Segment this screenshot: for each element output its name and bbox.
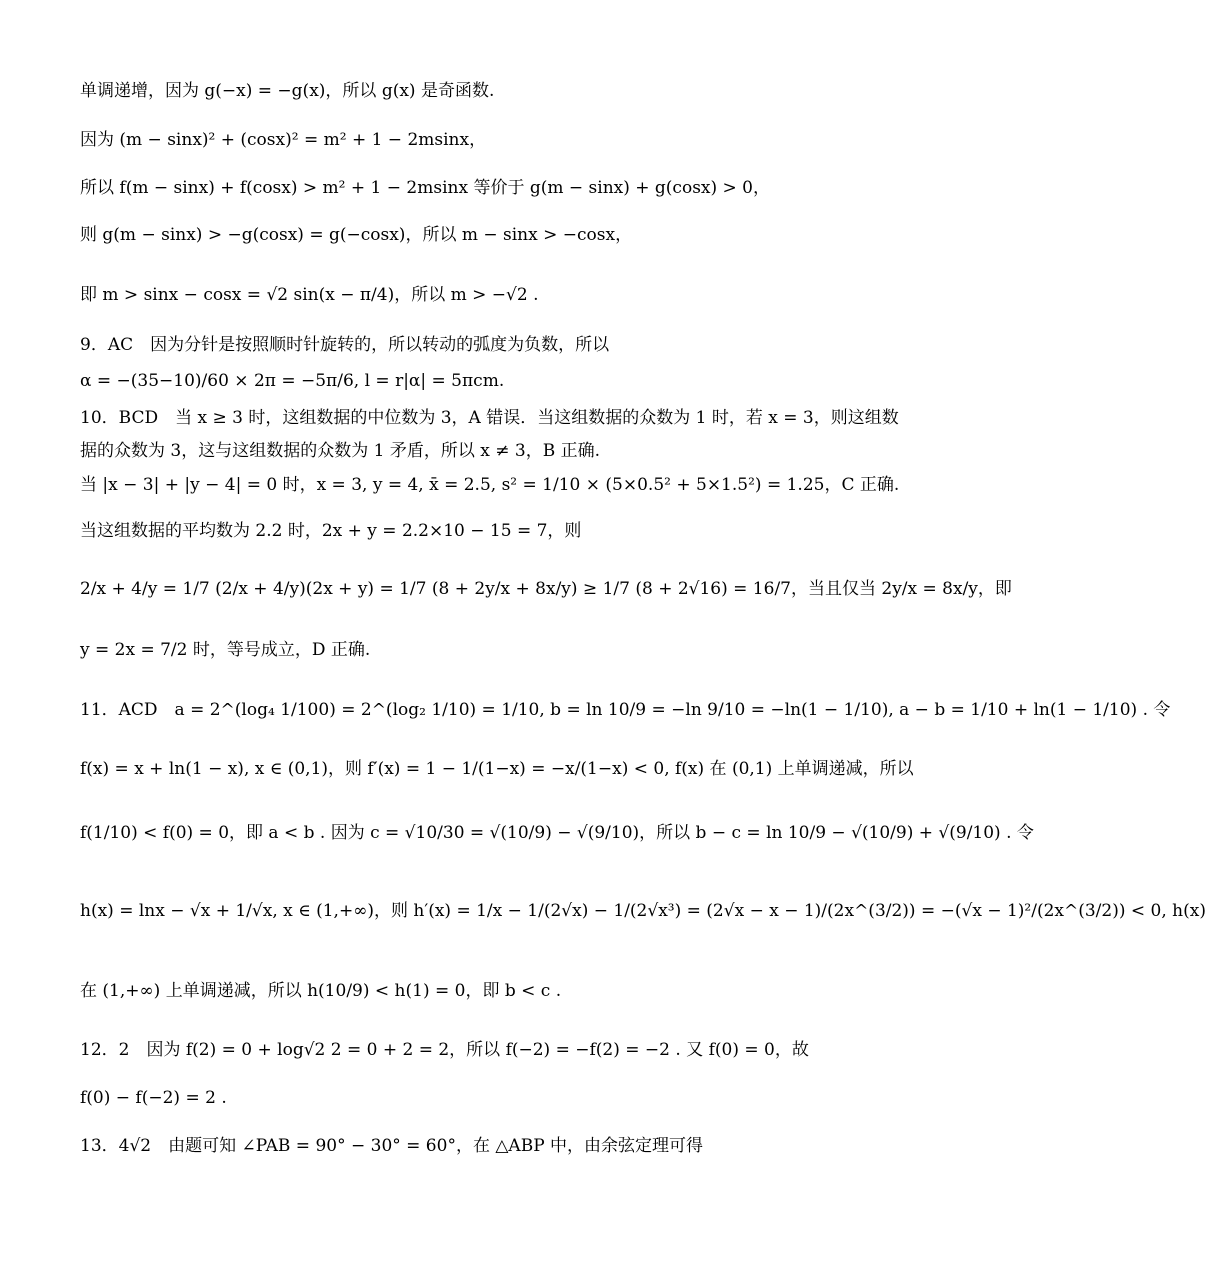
text-line: f(x) = x + ln(1 − x), x ∈ (0,1)，则 f′(x) = 1 − 1/(1−x) = −x/(1−x) < 0, f(x) 在 (0,1) 上单调递减，所以 (80, 759, 914, 779)
text-line: 则 g(m − sinx) > −g(cosx) = g(−cosx)，所以 m − sinx > −cosx， (80, 225, 633, 245)
text-line: 据的众数为 3，这与这组数据的众数为 1 矛盾，所以 x ≠ 3，B 正确. (80, 441, 601, 461)
text-line: 2/x + 4/y = 1/7 (2/x + 4/y)(2x + y) = 1/7 (8 + 2y/x + 8x/y) ≥ 1/7 (8 + 2√16) = 16/7，当且仅当 2y/x = 8x/y，即 (80, 579, 1012, 599)
text-line: 在 (1,+∞) 上单调递减，所以 h(10/9) < h(1) = 0，即 b < c . (80, 981, 562, 1001)
text-line: 当 |x − 3| + |y − 4| = 0 时，x = 3, y = 4, x̄ = 2.5, s² = 1/10 × (5×0.5² + 5×1.5²) = 1.25，C 正确. (80, 475, 900, 495)
text-line: f(0) − f(−2) = 2 . (80, 1088, 227, 1108)
text-line: 因为 (m − sinx)² + (cosx)² = m² + 1 − 2msinx， (80, 130, 487, 150)
text-line: 即 m > sinx − cosx = √2 sin(x − π/4)，所以 m > −√2 . (80, 285, 539, 305)
question-10: 10．BCD 当 x ≥ 3 时，这组数据的中位数为 3，A 错误．当这组数据的众数为 1 时，若 x = 3，则这组数 (80, 408, 899, 428)
question-11: 11．ACD a = 2^(log₄ 1/100) = 2^(log₂ 1/10) = 1/10, b = ln 10/9 = −ln 9/10 = −ln(1 − 1/10), a − b = 1/10 + ln(1 − 1/10) . 令 (80, 700, 1171, 720)
text-line: 所以 f(m − sinx) + f(cosx) > m² + 1 − 2msinx 等价于 g(m − sinx) + g(cosx) > 0， (80, 178, 771, 198)
question-9: 9．AC 因为分针是按照顺时针旋转的，所以转动的弧度为负数，所以 (80, 335, 610, 355)
text-line: f(1/10) < f(0) = 0，即 a < b . 因为 c = √10/30 = √(10/9) − √(9/10)，所以 b − c = ln 10/9 − √(10/9) + √(9/10) . 令 (80, 823, 1034, 843)
question-13: 13．4√2 由题可知 ∠PAB = 90° − 30° = 60°，在 △ABP 中，由余弦定理可得 (80, 1136, 704, 1156)
text-line: y = 2x = 7/2 时，等号成立，D 正确. (80, 640, 371, 660)
text-line: 当这组数据的平均数为 2.2 时，2x + y = 2.2×10 − 15 = 7，则 (80, 521, 582, 541)
text-line: α = −(35−10)/60 × 2π = −5π/6, l = r|α| = 5πcm. (80, 371, 505, 391)
text-line: 单调递增，因为 g(−x) = −g(x)，所以 g(x) 是奇函数. (80, 81, 495, 101)
text-line: h(x) = lnx − √x + 1/√x, x ∈ (1,+∞)，则 h′(x) = 1/x − 1/(2√x) − 1/(2√x³) = (2√x − x − 1)/(2x^(3/2)) = −(√x − 1)²/(2x^(3/2)) < 0, h(x) (80, 901, 1206, 921)
question-12: 12．2 因为 f(2) = 0 + log√2 2 = 0 + 2 = 2，所以 f(−2) = −f(2) = −2 . 又 f(0) = 0，故 (80, 1040, 809, 1060)
